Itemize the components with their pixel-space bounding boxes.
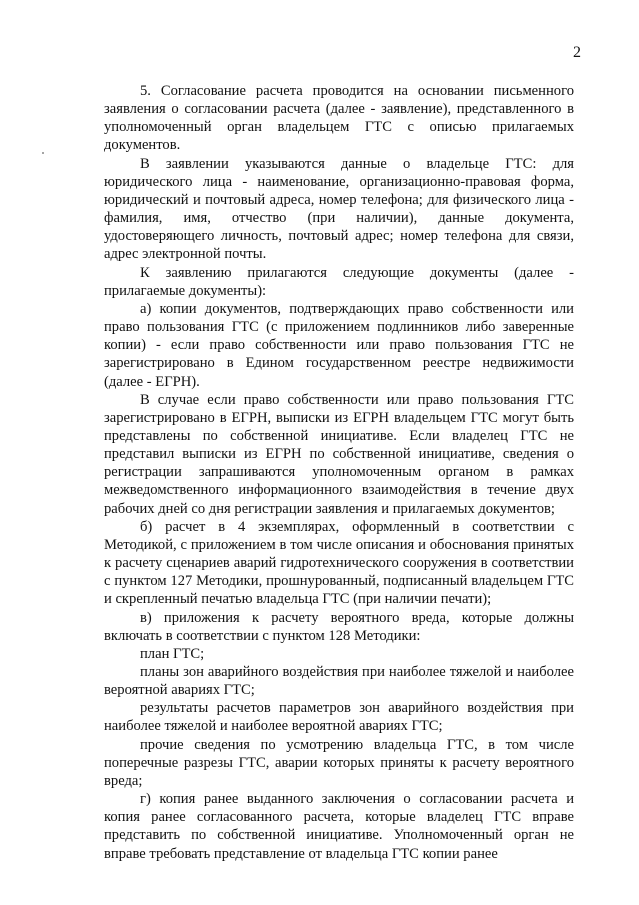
page-number: 2 [573, 44, 581, 61]
paragraph-other-information: прочие сведения по усмотрению владельца ГТС, в том числе поперечные разрезы ГТС, аварии которых приняты к расчету вероятного вреда; [104, 736, 574, 789]
paragraph-emergency-zone-plans: планы зон аварийного воздействия при наиболее тяжелой и наиболее вероятной авариях ГТС; [104, 664, 574, 699]
paragraph-egrn-registration: В случае если право собственности или право пользования ГТС зарегистрировано в ЕГРН, выписки из ЕГРН владельцем ГТС могут быть представлены по собственной инициативе. Если владелец ГТС не представил выписки из ЕГРН по собственной инициативе, сведения о регистрации запрашиваются уполномоченным органом в рамках межведомственного информационного взаимодействия в течение двух рабочих дней со дня регистрации заявления и прилагаемых документов; [104, 391, 574, 517]
paragraph-item-b: б) расчет в 4 экземплярах, оформленный в соответствии с Методикой, с приложением в том числе описания и обоснования принятых к расчету сценариев аварий гидротехнического сооружения в соответствии с пунктом 127 Методики, прошнурованный, подписанный владельцем ГТС и скрепленный печатью владельца ГТС (при наличии печати); [104, 518, 574, 608]
document-body [104, 82, 574, 863]
paragraph-gts-plan: план ГТС; [140, 645, 205, 662]
paragraph-item-v: в) приложения к расчету вероятного вреда, которые должны включать в соответствии с пунктом 128 Методики: [104, 609, 574, 644]
paragraph-application-contents: В заявлении указываются данные о владельце ГТС: для юридического лица - наименование, организационно-правовая форма, юридический и почтовый адреса, номер телефона; для физического лица - фамилия, имя, отчество (при наличии), данные документа, удостоверяющего личность, почтовый адрес; номер телефона для связи, адрес электронной почты. [104, 155, 574, 263]
paragraph-approval-basis: 5. Согласование расчета проводится на основании письменного заявления о согласовании расчета (далее - заявление), представленного в уполномоченный орган владельцем ГТС с описью прилагаемых документов. [104, 83, 574, 154]
paragraph-calculation-results: результаты расчетов параметров зон аварийного воздействия при наиболее тяжелой и наиболее вероятной авариях ГТС; [104, 700, 574, 735]
paragraph-item-g: г) копия ранее выданного заключения о согласовании расчета и копия ранее согласованного расчета, которые владелец ГТС вправе представить по собственной инициативе. Уполномоченный орган не вправе требовать представление от владельца ГТС копии ранее [104, 791, 574, 862]
paragraph-attached-documents-intro: К заявлению прилагаются следующие документы (далее - прилагаемые документы): [104, 264, 574, 299]
scan-speck [42, 152, 44, 154]
paragraph-item-a: а) копии документов, подтверждающих право собственности или право пользования ГТС (с приложением подлинников либо заверенные копии) - если право собственности или право пользования ГТС не зарегистрировано в Едином государственном реестре недвижимости (далее - ЕГРН). [104, 300, 574, 390]
